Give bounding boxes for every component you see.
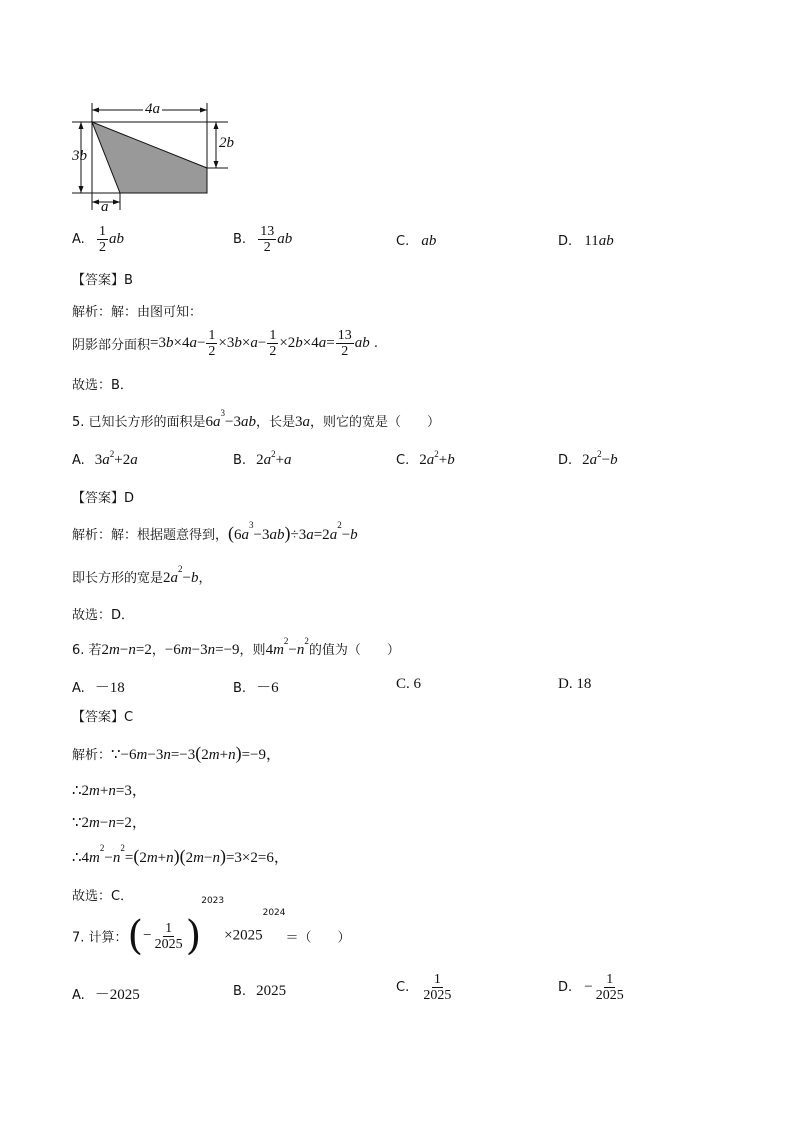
q5-option-d: D. $2a^2-b$ <box>558 449 618 468</box>
q5-option-c: C. $2a^2+b$ <box>396 449 455 468</box>
q7-option-d: D. − $\frac{1}{2025}$ <box>558 972 624 1003</box>
q6-option-a: A. －18 <box>72 680 125 696</box>
q4-conclusion: 故选：B． <box>72 378 133 393</box>
shaded-region <box>92 122 207 193</box>
q6-analysis-line2: ∴2m+n=3， <box>72 783 147 799</box>
q4-area-formula: 阴影部分面积=3b×4a− $\frac{1}{2}$ ×3b×a− $\frac{1}{2}$ ×2b×4a= $\frac{13}{2}$ ab . <box>72 328 378 359</box>
q6-option-c: C. 6 <box>396 676 422 692</box>
q7-option-a: A. －2025 <box>72 987 140 1003</box>
figure-label-4a: 4a <box>145 101 160 117</box>
figure-label-3b: 3b <box>72 148 87 164</box>
q4-analysis-intro: 解析：解：由图可知： <box>72 305 203 320</box>
q5-option-a: A. $3a^2+2a$ <box>72 449 138 468</box>
q6-option-d: D. 18 <box>558 676 592 692</box>
q5-width-line: 即长方形的宽是$2a^2-b$， <box>72 564 212 586</box>
q6-option-b: B. －6 <box>233 680 279 696</box>
q6-conclusion: 故选：C． <box>72 889 134 904</box>
q5-conclusion: 故选：D． <box>72 608 135 623</box>
q7-option-b: B. 2025 <box>233 983 287 999</box>
q6-analysis-line3: ∵2m−n=2， <box>72 815 147 831</box>
q6-answer: 【答案】C <box>72 710 134 725</box>
q4-option-b: B. $\frac{13}{2}$ ab <box>233 224 293 255</box>
q5-analysis: 解析：解：根据题意得到，$(6a^3-3ab)\div 3a=2a^2-b$ <box>72 520 358 543</box>
figure-label-2b: 2b <box>219 135 234 151</box>
q6-question: 6. 若2m−n=2，−6m−3n=−9，则$4m^2-n^2$的值为（ ） <box>72 636 400 658</box>
q7-option-c: C. $\frac{1}{2025}$ <box>396 972 452 1003</box>
q4-answer: 【答案】B <box>72 273 133 288</box>
q6-analysis-line1: 解析：∵−6m−3n=−3(2m+n)=−9， <box>72 743 281 763</box>
q5-answer: 【答案】D <box>72 491 135 506</box>
q5-option-b: B. $2a^2+a$ <box>233 449 292 468</box>
q4-option-c: C. ab <box>396 233 437 249</box>
figure-label-a: a <box>101 199 109 215</box>
q5-question: 5. 已知长方形的面积是$6a^3-3ab$，长是3a，则它的宽是（ ） <box>72 408 441 430</box>
q4-option-d: D. 11ab <box>558 233 614 249</box>
q7-question: 7. 计算：(− $\frac{1}{2025}$ )$^{2023}\times 2025^{2024}=$（ ） <box>72 896 351 959</box>
q4-option-a: A. $\frac{1}{2}$ ab <box>72 224 124 255</box>
q6-analysis-line4: $\therefore 4m^2-n^2=(2m+n)(2m-n)=3\times 2=6$， <box>72 843 289 866</box>
